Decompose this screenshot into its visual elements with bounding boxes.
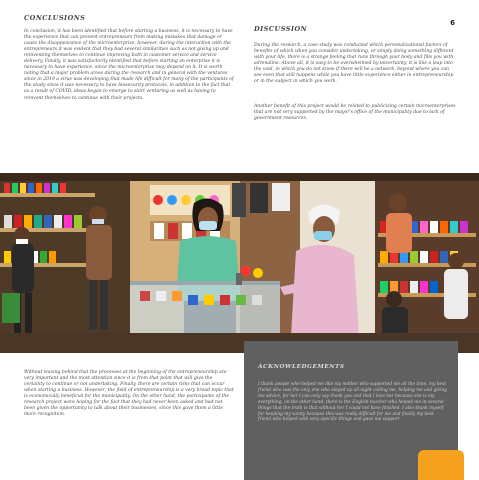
discussion-paragraph-2: Another benefit of this project would be related to publicizing certain microenterprises that are not very supported by the mayor's office of the municipality due to lack of government resources. xyxy=(254,104,456,122)
acknowledgements-heading: ACKNOWLEDGEMENTS xyxy=(258,364,345,370)
shop-interview-photo xyxy=(0,173,479,353)
discussion-paragraph-1: During the research, a case study was conducted which personalizational factors of benefits of which when you consider undertaking, or simply doing something different with your life, there is a strange feeling that runs through your body and fills you with adrenaline. Above all, it is easy to be overwhelmed by uncertainty, it is like a leap into the void, in which you do not know if there will be a network, beyond where you can see even that still happens while you have little experience either in entrepreneurship or in the subject in which you work. xyxy=(254,43,454,85)
acknowledgements-paragraph: I thank people who helped me like my mother who supported me all the time, my best friend who was the only one who stayed up all night calling me, helping me and giving me advice, for her I can only say thank you and that I love her because she is my everything, on the other hand, there is the English teacher who helped me in several things that the truth is that without her I could not have finished. I also thank myself for keeping my sanity because this was really difficult for me and finally my best friend who helped with very specific things and gave me support. xyxy=(258,382,448,423)
page-number: 6 xyxy=(450,19,455,27)
discussion-heading: DISCUSSION xyxy=(254,25,308,33)
closing-paragraph: Without leaving behind that the processes at the beginning of the entrepreneurship are very important and the most attention since it is from that point that will give the certainty to continue or not undertaking. Finally, there are certain risks that can occur when starting a business. However, the field of entrepreneurship is a very broad topic that is economically beneficial for the municipality. On the other hand, the participants of the research project were hoping for the fact that they had never been asked and had not been given the opportunity to talk about their businesses, since this gave them a little more recognition. xyxy=(24,370,234,418)
orange-page-tab xyxy=(418,450,464,480)
conclusions-paragraph: In conclusion, it has been identified that before starting a business, it is necessary to have the experience that can prevent entrepreneurs from making mistakes that damage or cause the disappearance of the microenterprise, however, during the interaction with the entrepreneurs it was evident that they had several similarities such as not giving up and reinventing themselves to continue improving both in customer service and service delivery. Finally, it was satisfactorily identified that before starting an enterprise it is necessary to have experience, since the microenterprise may depend on it. It is worth noting that a major problem arose during the research and in general with the ventures since in 2019 a virus was developing that made life difficult for many of the participants of the study since it was necessary to have biosecurity protocols, in addition to the fact that as a result of COVID, ideas began to emerge to start venturing as well as having to reinvent themselves to continue with their projects. xyxy=(24,29,234,101)
conclusions-heading: CONCLUSIONS xyxy=(24,14,86,22)
